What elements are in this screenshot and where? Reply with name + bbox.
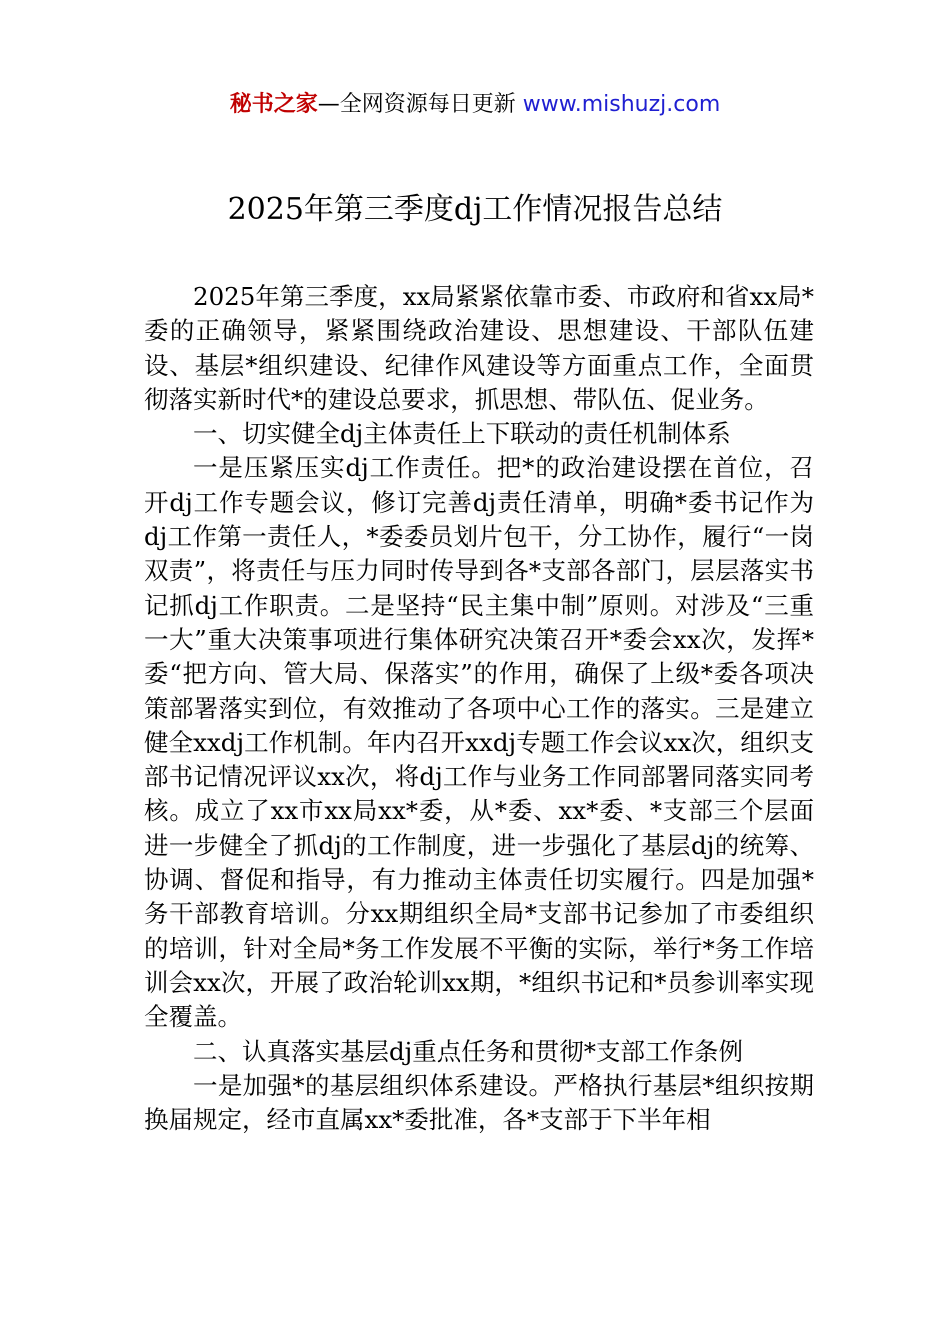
section-heading-1: 一、切实健全dj主体责任上下联动的责任机制体系 <box>193 419 731 449</box>
site-brand: 秘书之家 <box>229 92 318 117</box>
site-url-link[interactable]: www.mishuzj.com <box>522 92 721 117</box>
site-tagline: —全网资源每日更新 <box>317 92 523 117</box>
document-title: 2025年第三季度dj工作情况报告总结 <box>227 192 723 227</box>
intro-paragraph: 2025年第三季度，xx局紧紧依靠市委、市政府和省xx局*委的正确领导，紧紧围绕政治建设、思想建设、干部队伍建设、基层*组织建设、纪律作风建设等方面重点工作，全面贯彻落实新时代*的建设总要求，抓思想、带队伍、促业务。 <box>144 282 814 414</box>
section-1-paragraph: 一是压紧压实dj工作责任。把*的政治建设摆在首位，召开dj工作专题会议，修订完善dj责任清单，明确*委书记作为dj工作第一责任人，*委委员划片包干，分工协作，履行“一岗双责”，将责任与压力同时传导到各*支部各部门，层层落实书记抓dj工作职责。二是坚持“民主集中制”原则。对涉及“三重一大”重大决策事项进行集体研究决策召开*委会xx次，发挥*委“把方向、管大局、保落实”的作用，确保了上级*委各项决策部署落实到位，有效推动了各项中心工作的落实。三是建立健全xxdj工作机制。年内召开xxdj专题工作会议xx次，组织支部书记情况评议xx次，将dj工作与业务工作同部署同落实同考核。成立了xx市xx局xx*委，从*委、xx*委、*支部三个层面进一步健全了抓dj的工作制度，进一步强化了基层dj的统筹、协调、督促和指导，有力推动主体责任切实履行。四是加强*务干部教育培训。分xx期组织全局*支部书记参加了市委组织的培训，针对全局*务工作发展不平衡的实际，举行*务工作培训会xx次，开展了政治轮训xx期，*组织书记和*员参训率实现全覆盖。 <box>144 453 814 1032</box>
section-2-paragraph: 一是加强*的基层组织体系建设。严格执行基层*组织按期换届规定，经市直属xx*委批准，各*支部于下半年相 <box>144 1070 814 1135</box>
site-header <box>0 88 950 122</box>
section-heading-2: 二、认真落实基层dj重点任务和贯彻*支部工作条例 <box>193 1036 744 1066</box>
document-body <box>144 280 814 1137</box>
